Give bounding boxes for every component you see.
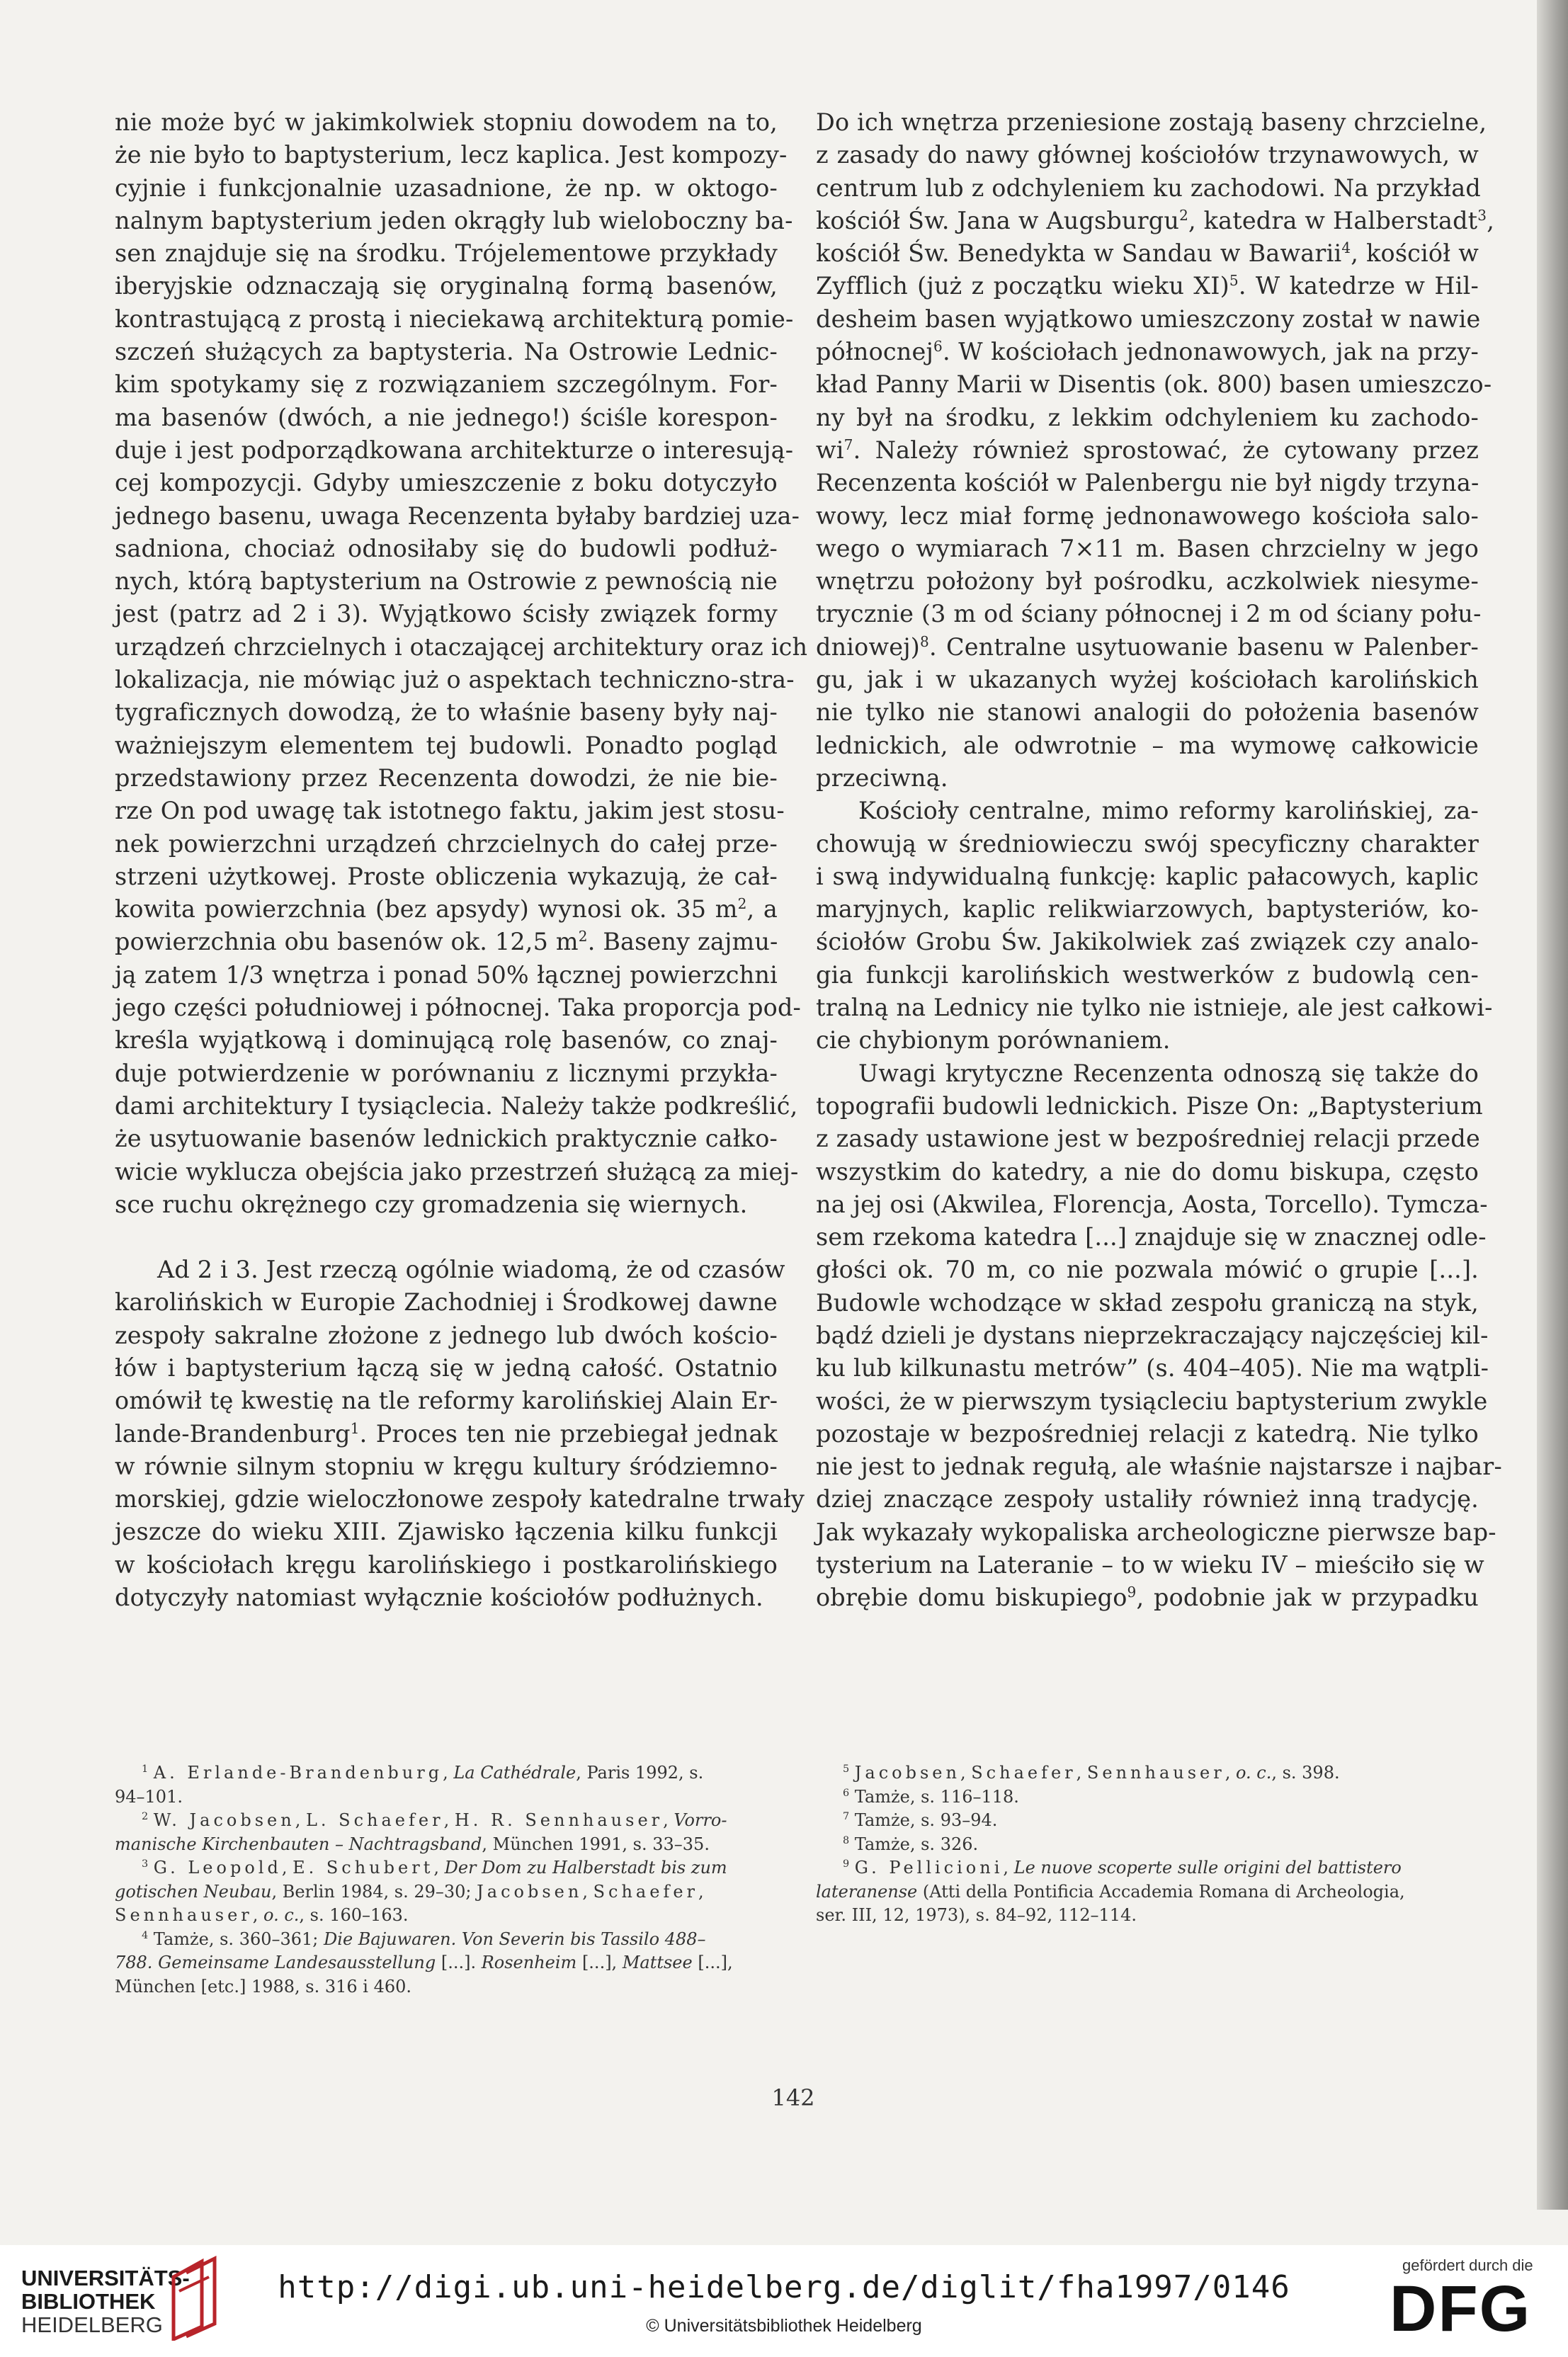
text-line xyxy=(816,1123,1479,1155)
text-run: . Baseny zajmu- xyxy=(587,928,778,956)
footnote-text: , München 1991, s. 33–35. xyxy=(482,1834,710,1854)
text-line xyxy=(115,565,778,598)
text-run: sce ruchu okrężnego czy gromadzenia się wiernych. xyxy=(115,1190,748,1218)
text-line xyxy=(115,1188,778,1221)
text-run: nie tylko nie stanowi analogii do położenia basenów xyxy=(816,698,1479,727)
footnote-line xyxy=(115,1880,778,1904)
work-title: Der Dom zu Halberstadt bis zum xyxy=(444,1858,727,1878)
page-edge-shadow xyxy=(1537,0,1568,2210)
footnote-ref: 1 xyxy=(350,1419,360,1437)
text-run: kowita powierzchnia (bez apsydy) wynosi ok. 35 m xyxy=(115,895,738,924)
footnote-ref: 9 xyxy=(1127,1584,1137,1601)
text-line xyxy=(115,1286,778,1319)
text-run: kim spotykamy się z rozwiązaniem szczególnym. For- xyxy=(115,370,778,399)
footnote-line xyxy=(115,1928,778,1952)
text-run: w kościołach kręgu karolińskiego i postkarolińskiego xyxy=(115,1550,778,1579)
footnote-line xyxy=(115,1951,778,1975)
text-run: rze On pod uwagę tak istotnego faktu, jakim jest stosu- xyxy=(115,797,785,825)
text-run: nalnym baptysterium jeden okrągły lub wieloboczny ba- xyxy=(115,206,793,234)
text-run: cyjnie i funkcjonalnie uzasadnione, że np. w oktogo- xyxy=(115,174,778,202)
text-run: ważniejszym elementem tej budowli. Ponadto pogląd xyxy=(115,731,778,759)
footnote-line xyxy=(115,1856,778,1880)
text-run: . Należy również sprostować, że cytowany przez xyxy=(853,436,1479,464)
text-line xyxy=(816,1385,1488,1418)
author-name: Jacobsen xyxy=(477,1881,583,1902)
text-run: przeciwną. xyxy=(816,763,948,792)
text-run: Zyfflich (już z początku wieku XI) xyxy=(816,272,1229,300)
author-name: G. Pellicioni xyxy=(854,1858,1004,1878)
footnote-text: , Berlin 1984, s. 29–30; xyxy=(271,1881,477,1902)
text-line xyxy=(816,1352,1489,1385)
text-run: wicie wyklucza obejścia jako przestrzeń służącą za miej- xyxy=(115,1157,799,1186)
footnote-line xyxy=(115,1761,778,1785)
text-line xyxy=(816,1418,1479,1450)
text-run: obrębie domu biskupiego xyxy=(816,1584,1127,1612)
text-run: sem rzekoma katedra [...] znajduje się w znacznej odle- xyxy=(816,1223,1487,1251)
footnote-text: , xyxy=(281,1858,293,1878)
text-line xyxy=(816,1450,1502,1483)
work-title: Le nuove scoperte sulle origini del battistero xyxy=(1013,1858,1402,1878)
text-run: jeszcze do wieku XIII. Zjawisko łączenia kilku funkcji xyxy=(115,1518,778,1546)
text-line xyxy=(115,992,802,1024)
text-run: tysterium na Lateranie – to w wieku IV – mieściło się w xyxy=(816,1551,1484,1579)
text-run: lokalizacja, nie mówiąc już o aspektach techniczno-stra- xyxy=(115,666,795,694)
author-name: L. Schaefer xyxy=(305,1810,444,1830)
text-run: omówił tę kwestię na tle reformy karolińskiej Alain Er- xyxy=(115,1387,778,1415)
text-run: cej kompozycji. Gdyby umieszczenie z boku dotyczyło xyxy=(115,469,778,497)
text-line xyxy=(115,270,778,302)
text-run: z zasady do nawy głównej kościołów trzynawowych, w xyxy=(816,141,1479,169)
footnote-ref: 4 xyxy=(1341,239,1351,257)
author-name: Schaefer xyxy=(971,1763,1076,1783)
text-line xyxy=(115,664,795,696)
text-run: nek powierzchni urządzeń chrzcielnych do całej prze- xyxy=(115,829,778,858)
footnote-line xyxy=(816,1809,1479,1833)
text-run: morskiej, gdzie wieloczłonowe zespoły katedralne trwały xyxy=(115,1485,805,1513)
text-run: , a xyxy=(746,895,778,924)
footnote-text: Tamże, s. 93–94. xyxy=(854,1810,998,1830)
work-title: gotischen Neubau xyxy=(115,1881,272,1902)
footnote-line xyxy=(115,1785,778,1810)
text-run: szczeń służących za baptysteria. Na Ostrowie Lednic- xyxy=(115,338,778,366)
text-line xyxy=(816,172,1479,205)
text-line xyxy=(816,926,1479,958)
author-name: A. Erlande-Brandenburg xyxy=(153,1763,443,1783)
author-name: E. Schubert xyxy=(292,1858,434,1878)
footnote-line xyxy=(115,1975,778,1999)
author-name: W. Jacobsen xyxy=(153,1810,295,1830)
text-line xyxy=(115,336,778,368)
footnote-text: , xyxy=(443,1763,454,1783)
text-run: dotyczyły natomiast wyłącznie kościołów podłużnych. xyxy=(115,1584,763,1612)
text-run: na jej osi (Akwilea, Florencja, Aosta, Torcello). Tymcza- xyxy=(816,1190,1488,1218)
work-title: o. c. xyxy=(1235,1763,1272,1783)
footnote-text: ser. III, 12, 1973), s. 84–92, 112–114. xyxy=(816,1905,1137,1925)
text-line xyxy=(816,1156,1479,1188)
text-run: duje potwierdzenie w porównaniu z licznymi przykła- xyxy=(115,1059,778,1087)
text-line xyxy=(816,959,1479,992)
text-line xyxy=(115,205,793,237)
text-run: gu, jak i w ukazanych wyżej kościołach karolińskich xyxy=(816,666,1479,694)
text-line xyxy=(816,205,1495,237)
text-line xyxy=(816,1516,1496,1549)
footnote-number: 3 xyxy=(142,1858,149,1870)
text-line xyxy=(816,336,1479,368)
footnote-text: , xyxy=(663,1810,674,1830)
text-line xyxy=(816,1057,1479,1090)
footnote-text: [...], xyxy=(692,1953,733,1972)
text-line xyxy=(816,1319,1489,1352)
text-line xyxy=(115,434,794,467)
footnote-text: Tamże, s. 360–361; xyxy=(153,1929,324,1949)
footnote-text: , xyxy=(960,1763,972,1783)
footnote-ref: 7 xyxy=(843,436,853,453)
footnotes-left xyxy=(115,1761,778,1999)
text-line xyxy=(115,959,778,992)
text-line xyxy=(115,631,808,664)
footnote-number: 6 xyxy=(843,1787,850,1799)
text-run: chowują w średniowieczu swój specyficzny charakter xyxy=(816,829,1479,858)
footnote-line xyxy=(115,1833,778,1857)
text-run: trycznie (3 m od ściany północnej i 2 m od ściany połu- xyxy=(816,600,1482,628)
text-line xyxy=(816,795,1479,827)
footer-copyright: © Universitätsbibliothek Heidelberg xyxy=(646,2316,922,2336)
footnote-text: , xyxy=(443,1810,455,1830)
text-line xyxy=(816,1090,1483,1123)
library-name-line2: BIBLIOTHEK xyxy=(21,2289,156,2314)
text-run: gia funkcji karolińskich westwerków z budowlą cen- xyxy=(816,960,1479,989)
work-title: 788. Gemeinsame Landesausstellung xyxy=(115,1953,436,1972)
text-run: kościół Św. Jana w Augsburgu xyxy=(816,206,1180,234)
footnote-ref: 8 xyxy=(919,632,929,650)
text-line xyxy=(115,500,800,533)
text-line xyxy=(816,1254,1479,1286)
text-run: nych, którą baptysterium na Ostrowie z pewnością nie xyxy=(115,567,778,596)
text-line xyxy=(816,631,1479,664)
text-run: urządzeń chrzcielnych i otaczającej architektury oraz ich xyxy=(115,632,808,661)
text-run: . W katedrze w Hil- xyxy=(1238,272,1479,300)
text-line xyxy=(115,795,785,827)
text-run: jednego basenu, uwaga Recenzenta byłaby bardziej uza- xyxy=(115,501,800,530)
text-run: , podobnie jak w przypadku xyxy=(1136,1584,1479,1612)
text-line xyxy=(115,1581,778,1614)
text-line xyxy=(816,762,1479,795)
footnote-number: 4 xyxy=(142,1929,149,1941)
footnote-text: [...], xyxy=(576,1953,623,1972)
text-line xyxy=(816,106,1487,139)
funded-by-label: gefördert durch die xyxy=(1402,2256,1533,2274)
text-line xyxy=(115,1090,798,1123)
text-line xyxy=(115,1123,778,1155)
text-line xyxy=(816,729,1479,762)
text-run: . Proces ten nie przebiegał jednak xyxy=(359,1419,778,1448)
text-run: , xyxy=(1487,206,1495,234)
text-run: duje i jest podporządkowana architekturze o interesują- xyxy=(115,436,794,464)
text-line xyxy=(115,926,778,958)
text-run: bądź dzieli je dystans nieprzekraczający najczęściej kil- xyxy=(816,1321,1489,1349)
footnote-text: München [etc.] 1988, s. 316 i 460. xyxy=(115,1976,412,1997)
text-line xyxy=(816,992,1493,1024)
footnote-line xyxy=(816,1833,1479,1857)
text-run: wego o wymiarach 7×11 m. Basen chrzcielny w jego xyxy=(816,534,1479,562)
work-title: manische Kirchenbauten – Nachtragsband xyxy=(115,1834,482,1854)
text-run: wości, że w pierwszym tysiącleciu baptysterium zwykle xyxy=(816,1387,1488,1415)
dfg-logo: DFG xyxy=(1390,2273,1532,2345)
work-title: Rosenheim xyxy=(481,1953,577,1972)
text-line xyxy=(115,729,778,762)
text-run: wowy, lecz miał formę jednonawowego kościoła salo- xyxy=(816,501,1479,530)
text-run: ją zatem 1/3 wnętrza i ponad 50% łącznej powierzchni xyxy=(115,960,778,989)
text-line xyxy=(115,303,794,336)
text-run: Jak wykazały wykopaliska archeologiczne pierwsze bap- xyxy=(816,1518,1496,1546)
paragraph-gap xyxy=(115,1221,778,1254)
text-line xyxy=(115,139,788,171)
text-run: łów i baptysterium łączą się w jedną całość. Ostatnio xyxy=(115,1353,778,1382)
text-line xyxy=(115,762,778,795)
text-run: Budowle wchodzące w skład zespołu graniczą na styk, xyxy=(816,1288,1479,1317)
text-run: Kościoły centralne, mimo reformy karolińskiej, za- xyxy=(858,797,1479,825)
work-title: Mattsee xyxy=(622,1953,693,1972)
text-line xyxy=(816,434,1479,467)
footnote-text: , xyxy=(252,1905,264,1925)
text-run: iberyjskie odznaczają się oryginalną formą basenów, xyxy=(115,272,778,300)
footnote-number: 8 xyxy=(843,1834,850,1846)
footnote-text: Tamże, s. 326. xyxy=(854,1834,979,1854)
text-run: dziej znaczące zespoły ustaliły również inną tradycję. xyxy=(816,1485,1479,1513)
text-line xyxy=(816,467,1479,499)
footnote-text: , xyxy=(1076,1763,1087,1783)
footnote-text: , xyxy=(698,1881,704,1902)
text-run: topografii budowli lednickich. Pisze On: „Baptysterium xyxy=(816,1091,1483,1120)
text-line xyxy=(816,861,1479,893)
text-line xyxy=(115,1516,778,1548)
text-line xyxy=(816,1483,1479,1516)
text-run: północnej xyxy=(816,338,934,366)
text-line xyxy=(816,1221,1487,1254)
text-run: zespoły sakralne złożone z jednego lub dwóch kościo- xyxy=(115,1321,778,1349)
footnote-text: , Paris 1992, s. xyxy=(576,1763,704,1783)
text-run: kościół Św. Benedykta w Sandau w Bawarii xyxy=(816,239,1342,268)
author-name: G. Leopold xyxy=(153,1858,282,1878)
text-run: sadniona, chociaż odnosiłaby się do budowli podłuż- xyxy=(115,534,778,562)
footnote-text: , xyxy=(1003,1858,1014,1878)
text-line xyxy=(816,565,1479,598)
footnote-ref: 3 xyxy=(1477,206,1487,224)
footnote-text: (Atti della Pontificia Accademia Romana di Archeologia, xyxy=(917,1881,1405,1902)
text-line xyxy=(115,467,778,499)
text-line xyxy=(816,598,1482,630)
text-line xyxy=(816,1581,1479,1614)
footnote-text: , s. 398. xyxy=(1271,1763,1340,1783)
text-run: nie jest to jednak regułą, ale właśnie najstarsze i najbar- xyxy=(816,1453,1502,1481)
text-line xyxy=(115,402,778,434)
text-line xyxy=(115,1450,778,1483)
text-line xyxy=(115,696,778,729)
text-run: , katedra w Halberstadt xyxy=(1188,206,1478,234)
text-run: w równie silnym stopniu w kręgu kultury śródziemno- xyxy=(115,1452,778,1480)
text-line xyxy=(115,533,778,565)
footnote-text: , xyxy=(295,1810,306,1830)
text-line xyxy=(115,1319,778,1352)
work-title: o. c. xyxy=(263,1905,300,1925)
footnote-line xyxy=(816,1904,1479,1928)
footnote-ref: 2 xyxy=(737,895,747,912)
text-line xyxy=(115,1057,778,1090)
text-line xyxy=(816,402,1479,434)
work-title: Vorro- xyxy=(674,1810,727,1830)
text-line xyxy=(816,270,1479,302)
text-line xyxy=(816,1024,1479,1057)
footnote-number: 7 xyxy=(843,1811,850,1822)
text-line xyxy=(816,1549,1484,1581)
author-name: Sennhauser xyxy=(115,1905,253,1925)
text-run: ku lub kilkunastu metrów” (s. 404–405). Nie ma wątpli- xyxy=(816,1354,1489,1382)
text-run: ma basenów (dwóch, a nie jednego!) ściśle korespon- xyxy=(115,403,778,431)
text-run: kład Panny Marii w Disentis (ok. 800) basen umieszczo- xyxy=(816,370,1492,399)
text-run: maryjnych, kaplic relikwiarzowych, baptysteriów, ko- xyxy=(816,895,1479,924)
text-line xyxy=(816,828,1479,861)
text-line xyxy=(115,1483,805,1516)
author-name: Schaefer xyxy=(593,1881,699,1902)
author-name: H. R. Sennhauser xyxy=(454,1810,664,1830)
text-run: , kościół w xyxy=(1351,239,1479,268)
text-run: . Centralne usytuowanie basenu w Palenber- xyxy=(928,632,1479,661)
text-run: Ad 2 i 3. Jest rzeczą ogólnie wiadomą, że od czasów xyxy=(157,1256,785,1284)
footnote-line xyxy=(816,1880,1479,1904)
footnote-number: 2 xyxy=(142,1811,149,1822)
footnote-number: 9 xyxy=(843,1858,850,1870)
text-run: kontrastującą z prostą i nieciekawą architekturą pomie- xyxy=(115,305,794,333)
text-line xyxy=(816,368,1492,401)
text-run: Do ich wnętrza przeniesione zostają baseny chrzcielne, xyxy=(816,108,1487,136)
text-line xyxy=(115,1385,778,1417)
text-run: jego części południowej i północnej. Taka proporcja pod- xyxy=(115,994,802,1022)
text-run: dniowej) xyxy=(816,632,920,661)
footnotes-right xyxy=(816,1761,1479,1928)
text-run: tralną na Lednicy nie tylko nie istnieje, ale jest całkowi- xyxy=(816,994,1493,1022)
library-name-line3: HEIDELBERG xyxy=(21,2312,163,2337)
text-line xyxy=(115,237,778,270)
footnote-text: 94–101. xyxy=(115,1786,183,1807)
text-line xyxy=(115,1549,778,1581)
work-title: lateranense xyxy=(816,1881,918,1902)
footer-url[interactable]: http://digi.ub.uni-heidelberg.de/diglit/fha1997/0146 xyxy=(278,2269,1290,2305)
footnote-line xyxy=(816,1785,1479,1810)
text-run: ściołów Grobu Św. Jakikolwiek zaś związek czy analo- xyxy=(816,928,1479,956)
text-run: dami architektury I tysiąclecia. Należy także podkreślić, xyxy=(115,1091,798,1120)
text-line xyxy=(115,893,778,926)
author-name: Sennhauser xyxy=(1086,1763,1225,1783)
text-run: wi xyxy=(816,436,844,464)
text-run: Recenzenta kościół w Palenbergu nie był nigdy trzyna- xyxy=(816,469,1479,497)
text-run: centrum lub z odchyleniem ku zachodowi. Na przykład xyxy=(816,174,1481,202)
text-line xyxy=(816,500,1479,533)
text-line xyxy=(816,696,1479,729)
text-line xyxy=(115,1254,785,1286)
left-text-column xyxy=(115,106,808,1614)
text-run: tygraficznych dowodzą, że to właśnie baseny były naj- xyxy=(115,698,778,727)
footnote-number: 5 xyxy=(843,1764,850,1775)
page-number: 142 xyxy=(771,2084,815,2111)
text-run: przedstawiony przez Recenzenta dowodzi, że nie bie- xyxy=(115,763,778,792)
footnote-text: [...]. xyxy=(436,1953,482,1972)
footnote-line xyxy=(115,1904,778,1928)
text-run: lande-Brandenburg xyxy=(115,1419,351,1448)
footnote-ref: 2 xyxy=(1179,206,1189,224)
text-run: wnętrzu położony był pośrodku, aczkolwiek niesyme- xyxy=(816,567,1479,596)
text-line xyxy=(115,1352,778,1385)
footnote-line xyxy=(115,1809,778,1833)
library-name-line1: UNIVERSITÄTS- xyxy=(21,2266,190,2290)
footnote-line xyxy=(816,1856,1479,1880)
footnote-text: , s. 160–163. xyxy=(299,1905,409,1925)
text-run: lednickich, ale odwrotnie – ma wymowę całkowicie xyxy=(816,731,1479,759)
text-line xyxy=(115,1156,799,1188)
text-line xyxy=(816,664,1479,696)
text-run: pozostaje w bezpośredniej relacji z katedrą. Nie tylko xyxy=(816,1419,1479,1448)
right-text-column xyxy=(816,106,1502,1615)
text-run: kreśla wyjątkową i dominującą rolę basenów, co znaj- xyxy=(115,1026,778,1055)
text-run: . W kościołach jednonawowych, jak na przy- xyxy=(942,338,1479,366)
text-run: nie może być w jakimkolwiek stopniu dowodem na to, xyxy=(115,108,778,136)
footnote-number: 1 xyxy=(142,1764,149,1775)
text-line xyxy=(115,861,778,893)
footnote-text: , xyxy=(582,1881,593,1902)
footnote-text: , xyxy=(433,1858,445,1878)
text-run: sen znajduje się na środku. Trójelementowe przykłady xyxy=(115,239,778,268)
footnote-ref: 2 xyxy=(578,928,588,945)
text-line xyxy=(115,1024,778,1057)
text-run: cie chybionym porównaniem. xyxy=(816,1026,1171,1055)
text-line xyxy=(816,139,1479,171)
work-title: Die Bajuwaren. Von Severin bis Tassilo 488– xyxy=(324,1929,706,1949)
text-run: karolińskich w Europie Zachodniej i Środkowej dawne xyxy=(115,1288,778,1317)
author-name: Jacobsen xyxy=(854,1763,960,1783)
text-line xyxy=(115,598,778,630)
footnote-line xyxy=(816,1761,1479,1785)
text-run: ny był na środku, z lekkim odchyleniem ku zachodo- xyxy=(816,403,1479,431)
text-line xyxy=(115,1418,778,1450)
text-line xyxy=(115,368,778,401)
text-line xyxy=(816,1188,1488,1221)
text-run: jest (patrz ad 2 i 3). Wyjątkowo ścisły związek formy xyxy=(115,600,778,628)
text-line xyxy=(816,1287,1479,1319)
text-line xyxy=(816,237,1479,270)
text-run: że nie było to baptysterium, lecz kaplica. Jest kompozy- xyxy=(115,141,788,169)
text-run: z zasady ustawione jest w bezpośredniej relacji przede xyxy=(816,1125,1480,1153)
text-run: strzeni użytkowej. Proste obliczenia wykazują, że cał- xyxy=(115,862,778,890)
footnote-ref: 5 xyxy=(1229,272,1239,290)
text-run: powierzchnia obu basenów ok. 12,5 m xyxy=(115,928,579,956)
footnote-text: , xyxy=(1225,1763,1236,1783)
text-line xyxy=(115,106,778,139)
text-line xyxy=(816,893,1479,926)
text-run: głości ok. 70 m, co nie pozwala mówić o grupie [...]. xyxy=(816,1256,1479,1284)
text-run: desheim basen wyjątkowo umieszczony został w nawie xyxy=(816,305,1481,333)
text-run: że usytuowanie basenów lednickich praktycznie całko- xyxy=(115,1125,778,1153)
footnote-text: Tamże, s. 116–118. xyxy=(854,1786,1019,1807)
work-title: La Cathédrale xyxy=(453,1763,576,1783)
text-run: Uwagi krytyczne Recenzenta odnoszą się także do xyxy=(858,1059,1479,1087)
text-line xyxy=(816,303,1479,336)
footnote-ref: 6 xyxy=(933,337,943,355)
text-line xyxy=(115,172,778,205)
text-run: wszystkim do katedry, a nie do domu biskupa, często xyxy=(816,1157,1479,1186)
text-run: i swą indywidualną funkcję: kaplic pałacowych, kaplic xyxy=(816,862,1479,890)
text-line xyxy=(816,533,1479,565)
text-line xyxy=(115,828,778,861)
